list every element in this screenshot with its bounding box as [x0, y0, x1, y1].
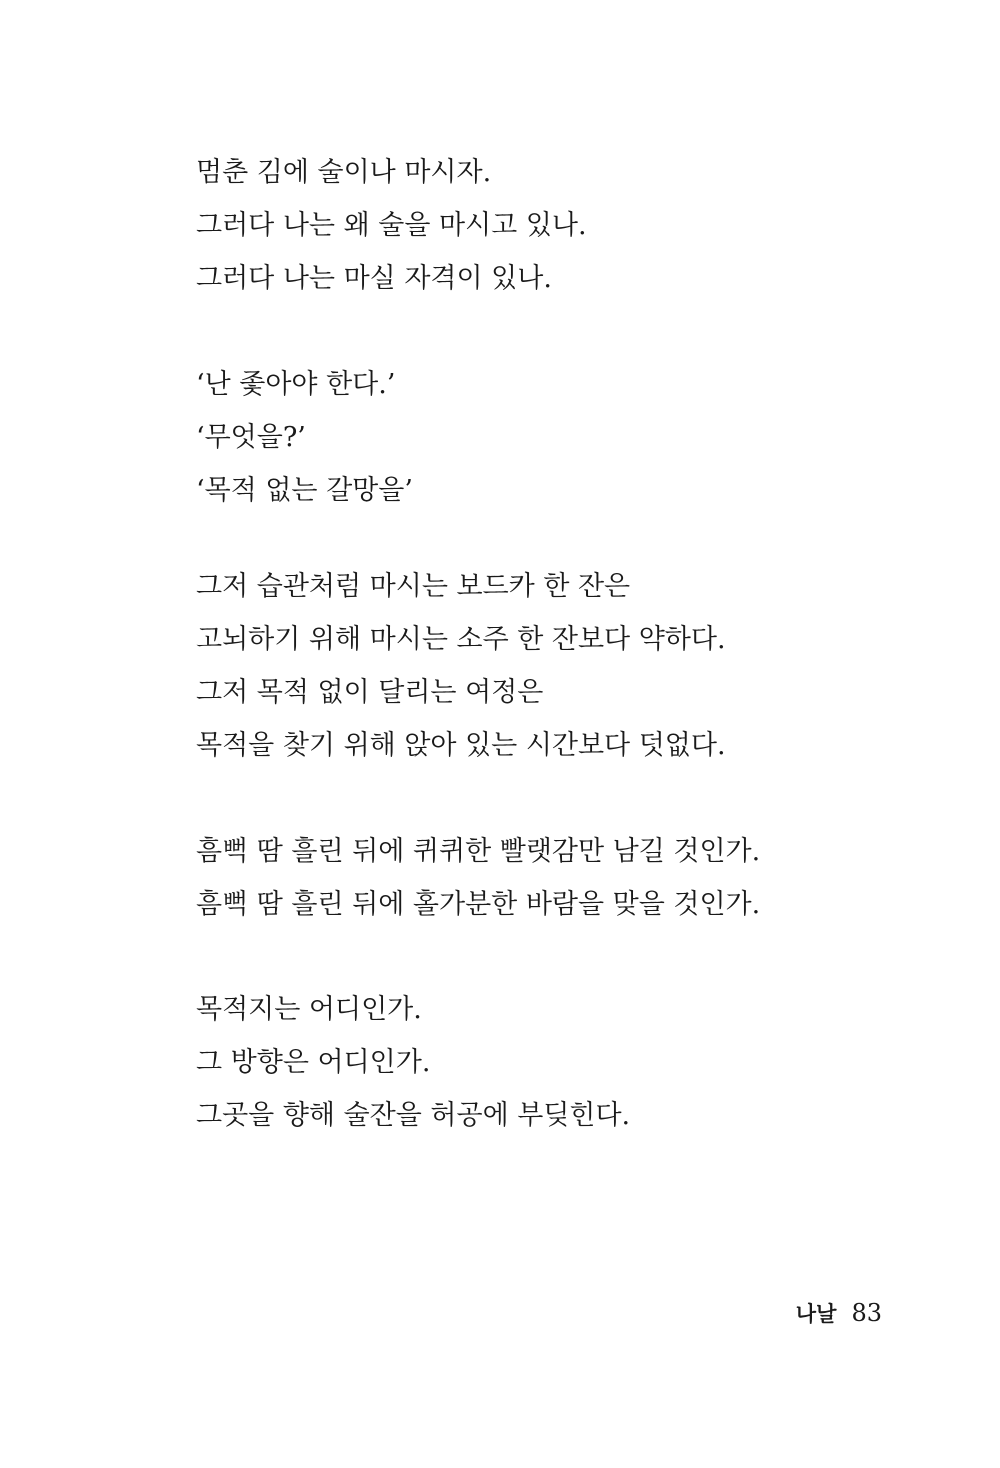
poem-line: 멈춘 김에 술이나 마시자. — [196, 157, 492, 188]
stanza-5 — [196, 983, 630, 1142]
poem-line: 흠뻑 땀 흘린 뒤에 홀가분한 바람을 맞을 것인가. — [196, 889, 761, 920]
page-footer — [796, 1298, 882, 1328]
stanza-1 — [196, 146, 587, 305]
stanza-4 — [196, 825, 760, 931]
poem-line: 그러다 나는 왜 술을 마시고 있나. — [196, 210, 587, 241]
page-number: 83 — [851, 1299, 882, 1327]
running-head: 나날 — [795, 1302, 837, 1326]
poem-line: 고뇌하기 위해 마시는 소주 한 잔보다 약하다. — [196, 624, 726, 655]
poem-line: ‘난 좇아야 한다.’ — [196, 369, 396, 400]
poem-line: 흠뻑 땀 흘린 뒤에 퀴퀴한 빨랫감만 남길 것인가. — [196, 836, 761, 867]
poem-line: ‘무엇을?’ — [196, 422, 306, 453]
poem-line: 그곳을 향해 술잔을 허공에 부딪힌다. — [196, 1100, 631, 1131]
stanza-3 — [196, 560, 726, 772]
poem-line: 그저 목적 없이 달리는 여정은 — [196, 677, 544, 708]
poem-line: ‘목적 없는 갈망을’ — [196, 475, 413, 506]
poem-line: 그저 습관처럼 마시는 보드카 한 잔은 — [196, 571, 631, 602]
stanza-2 — [196, 358, 413, 517]
poem-line: 목적지는 어디인가. — [196, 994, 422, 1025]
poem-line: 목적을 찾기 위해 앉아 있는 시간보다 덧없다. — [196, 730, 726, 761]
poem-line: 그러다 나는 마실 자격이 있나. — [196, 263, 552, 294]
poem-line: 그 방향은 어디인가. — [196, 1047, 431, 1078]
